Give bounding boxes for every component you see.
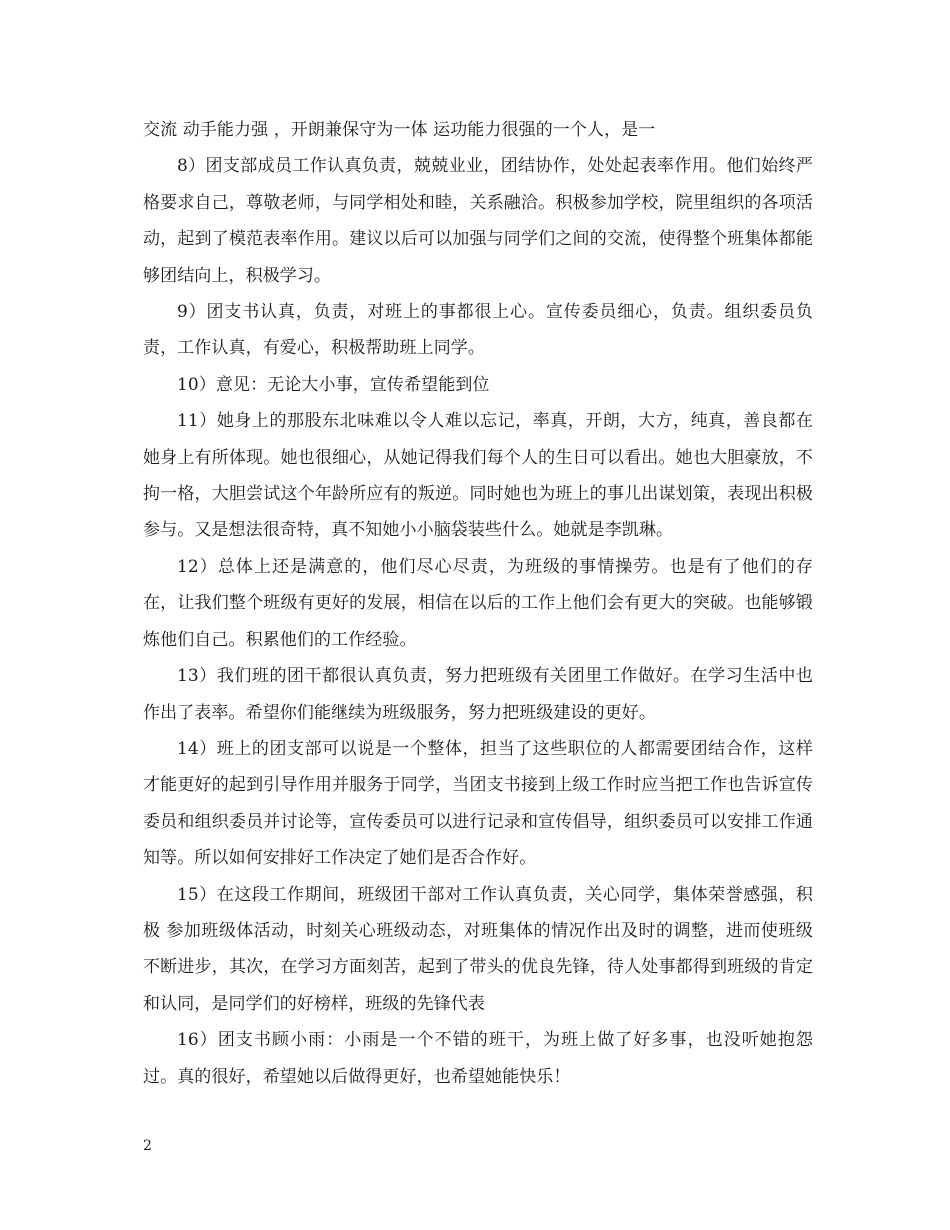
paragraph-item-9: 9）团支书认真，负责，对班上的事都很上心。宣传委员细心，负责。组织委员负责，工作认真，有爱心，积极帮助班上同学。: [143, 302, 813, 359]
paragraph-continuation: 交流 动手能力强 ，开朗兼保守为一体 运功能力很强的一个人，是一: [143, 120, 656, 140]
paragraph-item-8: 8）团支部成员工作认真负责，兢兢业业，团结协作，处处起表率作用。他们始终严格要求自己，尊敬老师，与同学相处和睦，关系融洽。积极参加学校，院里组织的各项活动，起到了模范表率作用。建议以后可以加强与同学们之间的交流，使得整个班集体都能够团结向上，积极学习。: [143, 156, 813, 286]
paragraph-item-14: 14）班上的团支部可以说是一个整体，担当了这些职位的人都需要团结合作，这样才能更好的起到引导作用并服务于同学，当团支书接到上级工作时应当把工作也告诉宣传委员和组织委员并讨论等，宣传委员可以进行记录和宣传倡导，组织委员可以安排工作通知等。所以如何安排好工作决定了她们是否合作好。: [143, 738, 813, 869]
paragraph-item-10: 10）意见：无论大小事，宣传希望能到位: [177, 374, 490, 395]
paragraph-item-15: 15）在这段工作期间，班级团干部对工作认真负责，关心同学，集体荣誉感强，积极 参加班级体活动，时刻关心班级动态，对班集体的情况作出及时的调整，进而使班级不断进步，其次，在学习方面刻苦，起到了带头的优良先锋，待人处事都得到班级的肯定和认同，是同学们的好榜样，班级的先锋代表: [143, 884, 813, 1014]
page-number: 2: [143, 1138, 152, 1154]
paragraph-item-12: 12）总体上还是满意的，他们尽心尽责，为班级的事情操劳。也是有了他们的存在，让我们整个班级有更好的发展，相信在以后的工作上他们会有更大的突破。也能够锻炼他们自己。积累他们的工作经验。: [143, 556, 813, 650]
paragraph-item-11: 11）她身上的那股东北味难以令人难以忘记，率真，开朗，大方，纯真，善良都在她身上有所体现。她也很细心，从她记得我们每个人的生日可以看出。她也大胆豪放，不拘一格，大胆尝试这个年龄所应有的叛逆。同时她也为班上的事儿出谋划策，表现出积极参与。又是想法很奇特，真不知她小小脑袋装些什么。她就是李凯琳。: [143, 411, 813, 541]
document-body: [143, 112, 813, 1095]
paragraph-item-13: 13）我们班的团干都很认真负责，努力把班级有关团里工作做好。在学习生活中也作出了表率。希望你们能继续为班级服务，努力把班级建设的更好。: [143, 666, 813, 723]
paragraph-item-16: 16）团支书顾小雨：小雨是一个不错的班干，为班上做了好多事，也没听她抱怨过。真的很好，希望她以后做得更好，也希望她能快乐！: [143, 1030, 813, 1087]
